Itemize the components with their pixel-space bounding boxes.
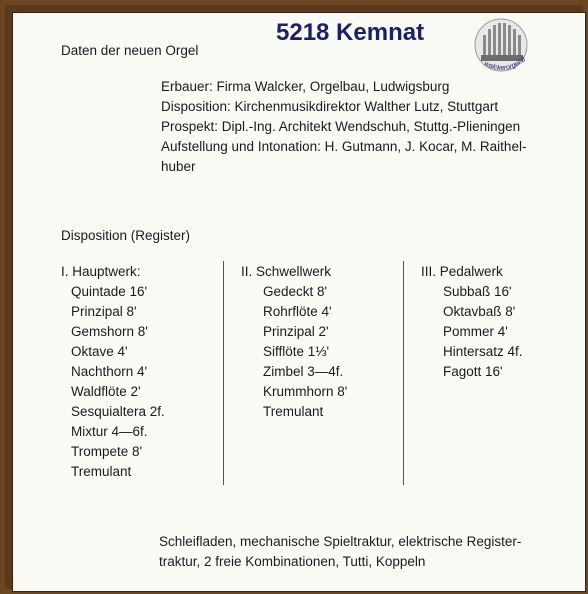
register: Quintade 16' [71, 284, 148, 299]
register: Pommer 4' [443, 324, 508, 339]
register: Rohrflöte 4' [263, 304, 332, 319]
division-name: III. Pedalwerk [421, 264, 503, 279]
info-line: Erbauer: Firma Walcker, Orgelbau, Ludwigsburg [161, 79, 450, 94]
info-line: huber [161, 159, 196, 174]
column-divider [223, 261, 224, 485]
register: Trompete 8' [71, 444, 143, 459]
footer-line: Schleifladen, mechanische Spieltraktur, elektrische Register- [159, 534, 522, 549]
division-schwellwerk [241, 262, 347, 422]
division-pedalwerk [421, 262, 523, 382]
register: Mixtur 4—6f. [71, 424, 148, 439]
register: Hintersatz 4f. [443, 344, 523, 359]
register: Subbaß 16' [443, 284, 512, 299]
register: Fagott 16' [443, 364, 503, 379]
logo-text: walckerorgel.d [482, 56, 527, 73]
register: Prinzipal 2' [263, 324, 329, 339]
info-line: Aufstellung und Intonation: H. Gutmann, J. Kocar, M. Raithel- [161, 139, 527, 154]
footer-line: traktur, 2 freie Kombinationen, Tutti, Koppeln [159, 554, 426, 569]
register: Gemshorn 8' [71, 324, 148, 339]
register: Gedeckt 8' [263, 284, 328, 299]
division-name: I. Hauptwerk: [61, 264, 141, 279]
division-name: II. Schwellwerk [241, 264, 332, 279]
footer-note [159, 532, 579, 572]
register: Tremulant [71, 464, 132, 479]
organ-info [161, 77, 526, 177]
register: Krummhorn 8' [263, 384, 348, 399]
register: Nachthorn 4' [71, 364, 148, 379]
register: Oktavbaß 8' [443, 304, 516, 319]
page-title: 5218 Kemnat [276, 19, 425, 46]
register: Oktave 4' [71, 344, 128, 359]
register: Zimbel 3—4f. [263, 364, 344, 379]
register: Waldflöte 2' [71, 384, 141, 399]
register: Sesquialtera 2f. [71, 404, 165, 419]
section-heading: Daten der neuen Orgel [61, 43, 199, 58]
info-line: Prospekt: Dipl.-Ing. Architekt Wendschuh, Stuttg.-Plieningen [161, 119, 521, 134]
register: Sifflöte 1⅓' [263, 344, 330, 359]
organ-logo [469, 15, 533, 79]
info-line: Disposition: Kirchenmusikdirektor Walther Lutz, Stuttgart [161, 99, 499, 114]
column-divider [403, 261, 404, 485]
division-hauptwerk [61, 262, 165, 482]
register: Prinzipal 8' [71, 304, 137, 319]
disposition-title: Disposition (Register) [61, 228, 191, 243]
register: Tremulant [263, 404, 324, 419]
document-page [12, 12, 586, 592]
